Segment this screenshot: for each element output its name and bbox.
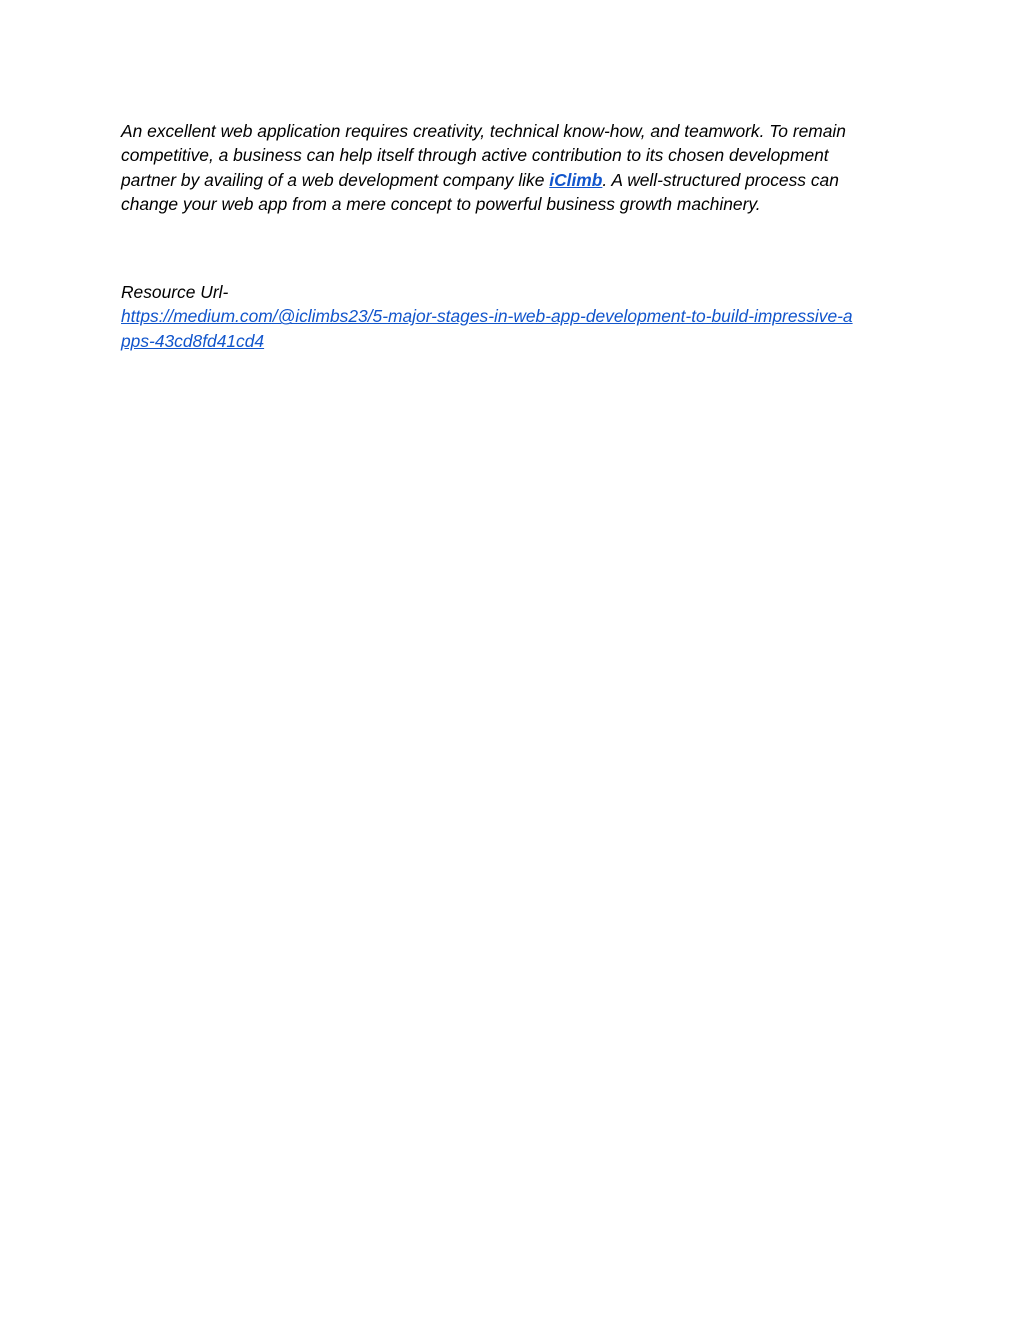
resource-url-line-1[interactable]: https://medium.com/@iclimbs23/5-major-stages-in-web-app-development-to-build-impressive-a [121, 306, 853, 327]
resource-url-line-2[interactable]: pps-43cd8fd41cd4 [121, 330, 265, 351]
document-body [121, 119, 901, 353]
paragraph-line-3-before: partner by availing of a web development company like [121, 169, 550, 190]
resource-url-label: Resource Url- [121, 282, 229, 303]
paragraph-line-1: An excellent web application requires creativity, technical know-how, and teamwork. To remain [121, 121, 846, 141]
body-paragraph [121, 119, 901, 216]
resource-section [121, 280, 901, 353]
paragraph-spacer [121, 216, 901, 280]
paragraph-line-4: change your web app from a mere concept to powerful business growth machinery. [121, 193, 761, 214]
paragraph-line-2: competitive, a business can help itself through active contribution to its chosen development [121, 145, 829, 166]
paragraph-line-3-after: . A well-structured process can [602, 169, 839, 190]
paragraph-line-3 [121, 168, 901, 192]
iclimb-link[interactable]: iClimb [549, 169, 603, 190]
resource-url-link[interactable] [121, 304, 901, 353]
